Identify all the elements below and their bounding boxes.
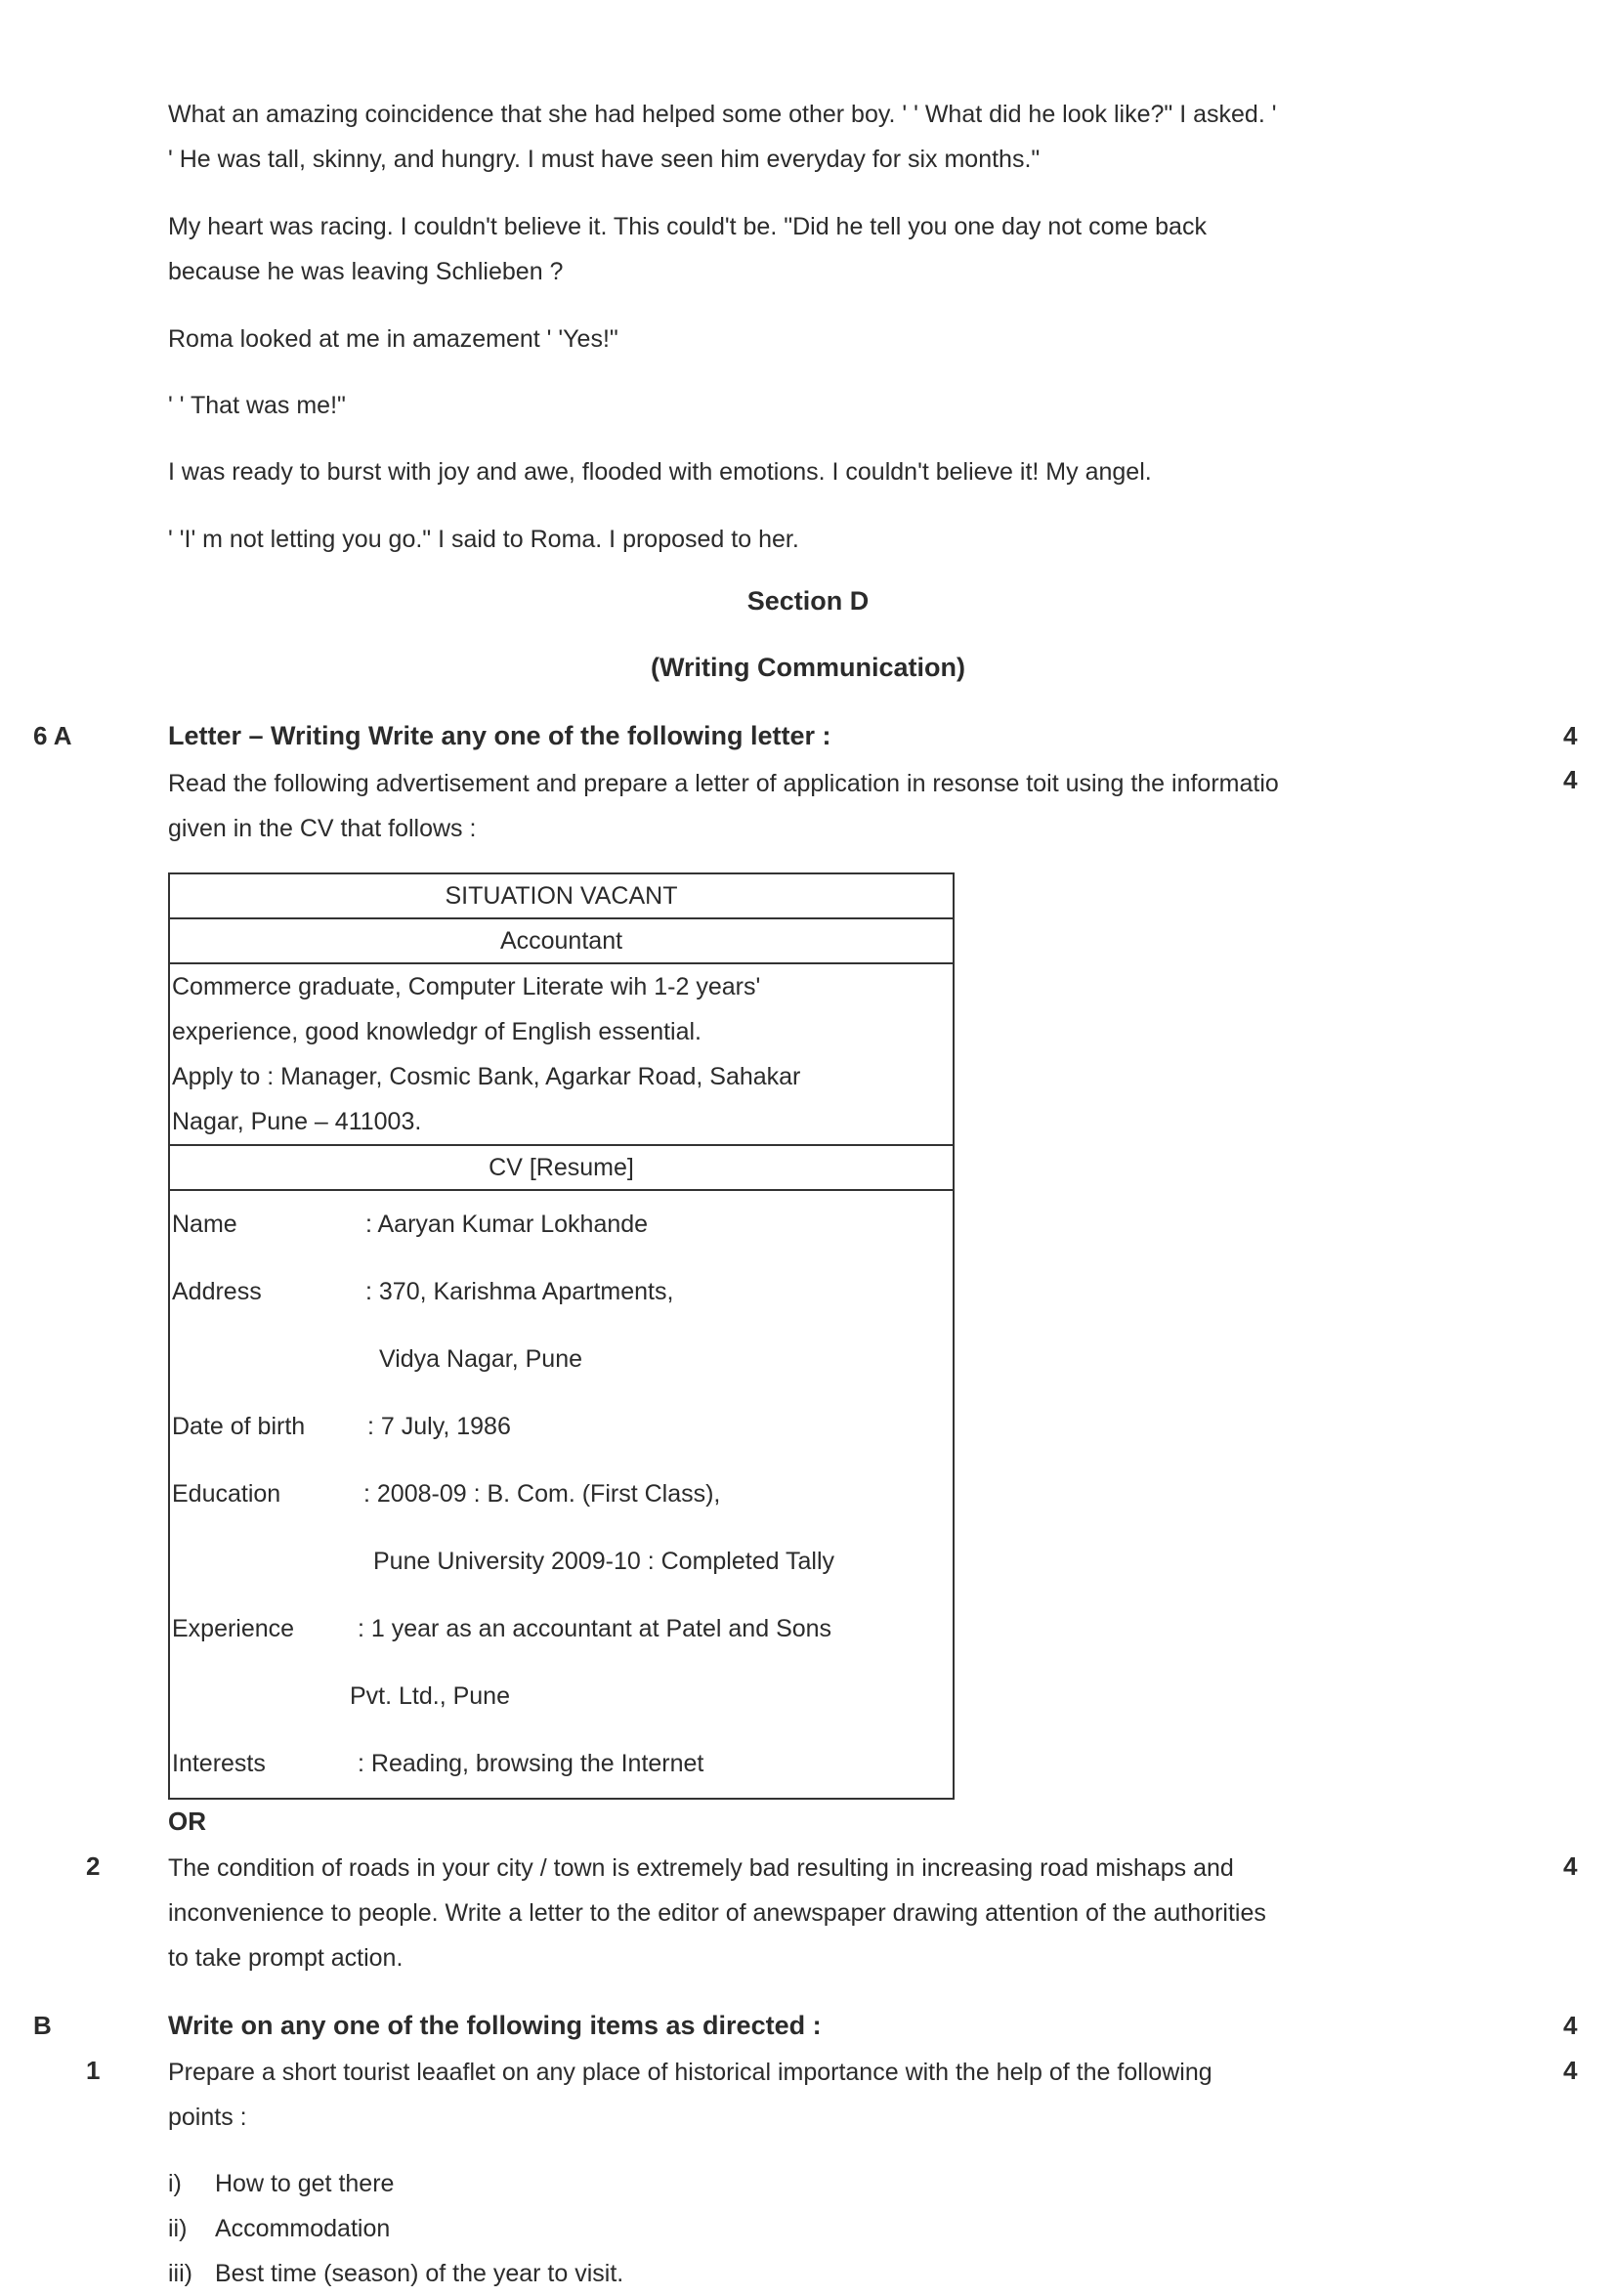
cv-address-label: Address (172, 1278, 262, 1305)
cv-interests-label: Interests (172, 1750, 266, 1777)
section-subtitle: (Writing Communication) (651, 653, 965, 682)
question-b1-text (168, 2050, 1477, 2140)
ad-line2: experience, good knowledgr of English essential. (172, 1018, 702, 1045)
question-6a2-line3: to take prompt action. (168, 1944, 404, 1972)
cv-address-row-2 (172, 1326, 951, 1393)
ad-line3: Apply to : Manager, Cosmic Bank, Agarkar Road, Sahakar (172, 1063, 801, 1090)
cv-experience-row (172, 1595, 951, 1663)
question-b-marks: 4 (1563, 2011, 1578, 2040)
cv-name-value: : Aaryan Kumar Lokhande (365, 1211, 649, 1238)
question-b1-line2: points : (168, 2104, 247, 2131)
list-item (168, 2206, 623, 2251)
ad-line1: Commerce graduate, Computer Literate wih 1-2 years' (172, 973, 761, 1000)
question-b1-marks: 4 (1563, 2056, 1578, 2085)
story-p2-line2: because he was leaving Schlieben ? (168, 258, 564, 285)
question-6a1-marks: 4 (1563, 765, 1578, 794)
question-6a-instructions (168, 761, 1477, 851)
story-paragraph-2 (168, 204, 1467, 294)
story-p2-line1: My heart was racing. I couldn't believe it. This could't be. "Did he tell you one day not come back (168, 213, 1207, 240)
story-p1-line1: What an amazing coincidence that she had helped some other boy. ' ' What did he look like?" I asked. ' (168, 101, 1277, 128)
story-paragraph-5: I was ready to burst with joy and awe, flooded with emotions. I couldn't believe it! My angel. (168, 458, 1152, 486)
cv-education-label: Education (172, 1480, 281, 1508)
cv-address-value: : 370, Karishma Apartments, (365, 1278, 674, 1305)
question-6a-marks: 4 (1563, 721, 1578, 750)
ad-title: SITUATION VACANT (169, 873, 954, 918)
cv-education-value: : 2008-09 : B. Com. (First Class), (363, 1480, 721, 1508)
cv-title: CV [Resume] (169, 1145, 954, 1190)
cv-education-value-2: Pune University 2009-10 : Completed Tally (373, 1548, 835, 1575)
advertisement-cv-table (168, 872, 955, 1800)
ad-line4: Nagar, Pune – 411003. (172, 1108, 422, 1135)
question-letter-b: B (33, 2011, 52, 2040)
cv-education-row (172, 1461, 951, 1528)
section-title: Section D (746, 586, 870, 616)
or-label: OR (168, 1807, 206, 1836)
question-number-6a: 6 A (33, 721, 72, 750)
question-6a2-line1: The condition of roads in your city / town is extremely bad resulting in increasing road mishaps and (168, 1854, 1234, 1882)
cv-interests-value: : Reading, browsing the Internet (358, 1750, 704, 1777)
points-list (168, 2161, 623, 2296)
point-text: Accommodation (215, 2215, 391, 2242)
instructions-line1: Read the following advertisement and prepare a letter of application in resonse toit using the informatio (168, 770, 1279, 797)
story-paragraph-1 (168, 92, 1467, 182)
ad-details (169, 963, 954, 1145)
cv-name-row (172, 1191, 951, 1258)
question-6a2-line2: inconvenience to people. Write a letter to the editor of anewspaper drawing attention of the authorities (168, 1899, 1266, 1927)
story-paragraph-6: ' 'I' m not letting you go." I said to Roma. I proposed to her. (168, 526, 799, 553)
cv-education-row-2 (172, 1528, 951, 1595)
question-6a2-text (168, 1846, 1477, 1980)
story-paragraph-4: ' ' That was me!" (168, 392, 346, 419)
cv-address-row (172, 1258, 951, 1326)
point-roman: ii) (168, 2215, 188, 2242)
ad-position: Accountant (169, 918, 954, 963)
cv-interests-row (172, 1730, 951, 1798)
story-paragraph-3: Roma looked at me in amazement ' 'Yes!" (168, 325, 618, 353)
cv-experience-row-2 (172, 1663, 951, 1730)
cv-experience-value-2: Pvt. Ltd., Pune (350, 1682, 510, 1710)
question-b1-number: 1 (86, 2056, 101, 2085)
cv-details (169, 1190, 954, 1799)
cv-dob-row (172, 1393, 951, 1461)
question-b1-line1: Prepare a short tourist leaaflet on any place of historical importance with the help of the following (168, 2059, 1212, 2086)
list-item (168, 2251, 623, 2296)
point-text: How to get there (215, 2170, 395, 2197)
point-roman: i) (168, 2170, 182, 2197)
question-6a-heading: Letter – Writing Write any one of the following letter : (168, 721, 831, 750)
cv-name-label: Name (172, 1211, 237, 1238)
instructions-line2: given in the CV that follows : (168, 815, 477, 842)
cv-address-value-2: Vidya Nagar, Pune (379, 1345, 583, 1373)
point-roman: iii) (168, 2260, 192, 2287)
cv-dob-label: Date of birth (172, 1413, 306, 1440)
question-b-heading: Write on any one of the following items as directed : (168, 2011, 822, 2040)
list-item (168, 2161, 623, 2206)
cv-experience-label: Experience (172, 1615, 295, 1642)
point-text: Best time (season) of the year to visit. (215, 2260, 624, 2287)
cv-dob-value: : 7 July, 1986 (367, 1413, 511, 1440)
question-number-2: 2 (86, 1851, 101, 1881)
story-p1-line2: ' He was tall, skinny, and hungry. I must have seen him everyday for six months." (168, 146, 1041, 173)
cv-experience-value: : 1 year as an accountant at Patel and Sons (358, 1615, 832, 1642)
question-6a2-marks: 4 (1563, 1851, 1578, 1881)
